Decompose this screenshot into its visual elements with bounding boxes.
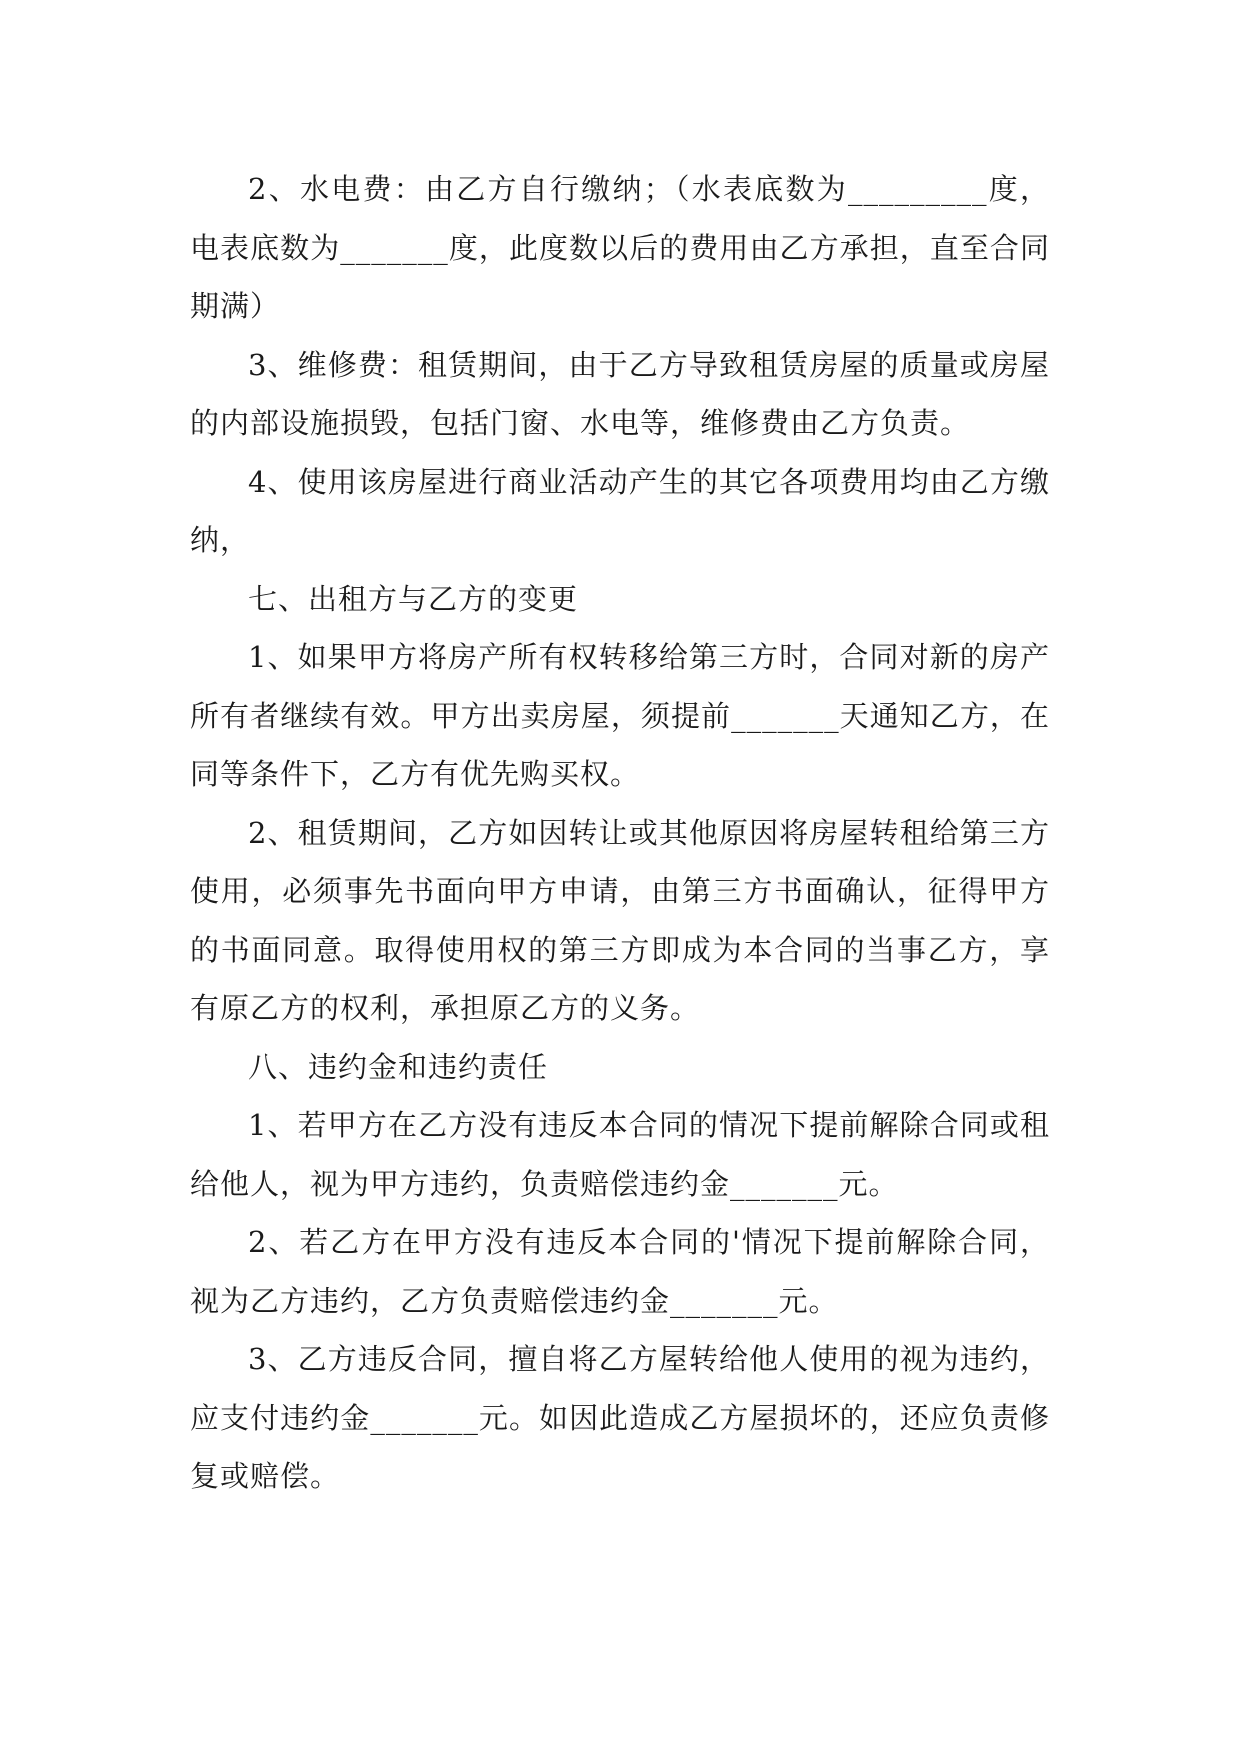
clause-utilities: 2、水电费：由乙方自行缴纳；（水表底数为_________度，电表底数为_______度，此度数以后的费用由乙方承担，直至合同期满） xyxy=(190,172,1050,323)
clause-other-fees: 4、使用该房屋进行商业活动产生的其它各项费用均由乙方缴纳， xyxy=(190,464,1050,557)
clause-maintenance: 3、维修费：租赁期间，由于乙方导致租赁房屋的质量或房屋的内部设施损毁，包括门窗、水电等，维修费由乙方负责。 xyxy=(190,347,1050,440)
clause-sublease: 2、租赁期间，乙方如因转让或其他原因将房屋转租给第三方使用，必须事先书面向甲方申请，由第三方书面确认，征得甲方的书面同意。取得使用权的第三方即成为本合同的当事乙方，享有原乙方的权利，承担原乙方的义务。 xyxy=(190,815,1050,1025)
document-body xyxy=(190,160,1050,1506)
clause-unauthorized-transfer: 3、乙方违反合同，擅自将乙方屋转给他人使用的视为违约，应支付违约金_______元。如因此造成乙方屋损坏的，还应负责修复或赔偿。 xyxy=(190,1342,1050,1493)
clause-party-a-breach: 1、若甲方在乙方没有违反本合同的情况下提前解除合同或租给他人，视为甲方违约，负责赔偿违约金_______元。 xyxy=(190,1108,1050,1201)
section-heading-changes: 七、出租方与乙方的变更 xyxy=(248,581,579,616)
clause-ownership-transfer: 1、如果甲方将房产所有权转移给第三方时，合同对新的房产所有者继续有效。甲方出卖房屋，须提前_______天通知乙方，在同等条件下，乙方有优先购买权。 xyxy=(190,640,1050,791)
section-heading-liability: 八、违约金和违约责任 xyxy=(248,1049,549,1084)
clause-party-b-breach: 2、若乙方在甲方没有违反本合同的'情况下提前解除合同，视为乙方违约，乙方负责赔偿违约金_______元。 xyxy=(190,1225,1050,1318)
